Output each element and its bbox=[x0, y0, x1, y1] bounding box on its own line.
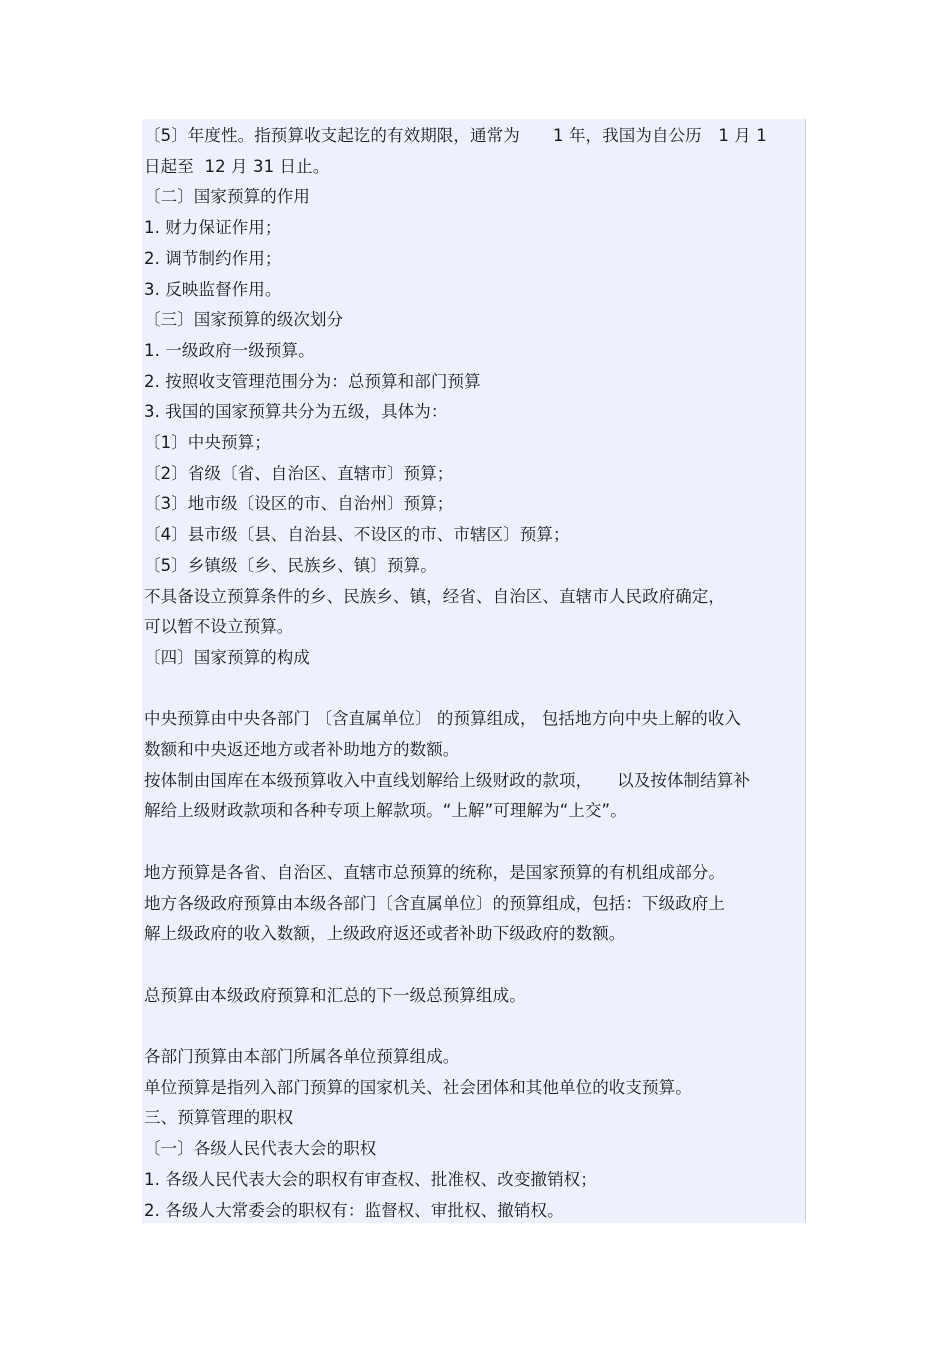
text-line: 2. 调节制约作用； bbox=[144, 248, 282, 268]
document-text-block bbox=[142, 119, 806, 1223]
text-line: 解给上级财政款项和各种专项上解款项。“上解”可理解为“上交”。 bbox=[144, 801, 627, 821]
text-line: 地方各级政府预算由本级各部门〔含直属单位〕的预算组成，包括：下级政府上 bbox=[144, 893, 725, 913]
text-line: 〔四〕国家预算的构成 bbox=[144, 647, 310, 667]
text-line: 总预算由本级政府预算和汇总的下一级总预算组成。 bbox=[144, 985, 526, 1005]
text-line: 2. 按照收支管理范围分为：总预算和部门预算 bbox=[144, 371, 481, 391]
text-line: 各部门预算由本部门所属各单位预算组成。 bbox=[144, 1047, 460, 1066]
text-line: 1. 各级人民代表大会的职权有审查权、批准权、改变撤销权； bbox=[144, 1169, 597, 1189]
text-line bbox=[144, 827, 804, 857]
text-line: 按体制由国库在本级预算收入中直线划解给上级财政的款项， 以及按体制结算补 bbox=[144, 770, 750, 790]
text-line bbox=[144, 950, 804, 980]
text-line: 解上级政府的收入数额，上级政府返还或者补助下级政府的数额。 bbox=[144, 924, 626, 944]
text-line: 三、预算管理的职权 bbox=[144, 1108, 294, 1128]
text-line: 数额和中央返还地方或者补助地方的数额。 bbox=[144, 740, 460, 759]
text-line: 1. 一级政府一级预算。 bbox=[144, 340, 315, 360]
text-line: 〔1〕中央预算； bbox=[144, 433, 271, 452]
text-line: 〔三〕国家预算的级次划分 bbox=[144, 310, 344, 330]
text-line: 1. 财力保证作用； bbox=[144, 218, 282, 238]
text-line bbox=[144, 1011, 804, 1041]
text-line: 〔二〕国家预算的作用 bbox=[144, 187, 310, 207]
text-line: 3. 反映监督作用。 bbox=[144, 279, 282, 299]
text-line: 〔4〕县市级〔县、自治县、不设区的市、市辖区〕预算； bbox=[144, 525, 570, 545]
text-line: 〔5〕乡镇级〔乡、民族乡、镇〕预算。 bbox=[144, 555, 437, 575]
text-line: 不具备设立预算条件的乡、民族乡、镇，经省、自治区、直辖市人民政府确定， bbox=[144, 586, 725, 606]
text-line: 〔2〕省级〔省、自治区、直辖市〕预算； bbox=[144, 463, 454, 483]
text-line: 〔5〕年度性。指预算收支起讫的有效期限，通常为 1 年，我国为自公历 1 月 1 bbox=[144, 126, 767, 145]
text-line: 2. 各级人大常委会的职权有：监督权、审批权、撤销权。 bbox=[144, 1200, 564, 1220]
text-line: 可以暂不设立预算。 bbox=[144, 617, 294, 637]
text-line: 〔一〕各级人民代表大会的职权 bbox=[144, 1139, 377, 1159]
text-line: 日起至 12 月 31 日止。 bbox=[144, 156, 330, 176]
text-line: 〔3〕地市级〔设区的市、自治州〕预算； bbox=[144, 494, 454, 514]
text-line bbox=[144, 674, 804, 704]
text-line: 3. 我国的国家预算共分为五级，具体为： bbox=[144, 402, 448, 422]
text-line: 单位预算是指列入部门预算的国家机关、社会团体和其他单位的收支预算。 bbox=[144, 1077, 692, 1097]
text-line: 地方预算是各省、自治区、直辖市总预算的统称，是国家预算的有机组成部分。 bbox=[144, 862, 725, 882]
text-line: 中央预算由中央各部门 〔含直属单位〕 的预算组成， 包括地方向中央上解的收入 bbox=[144, 709, 742, 729]
